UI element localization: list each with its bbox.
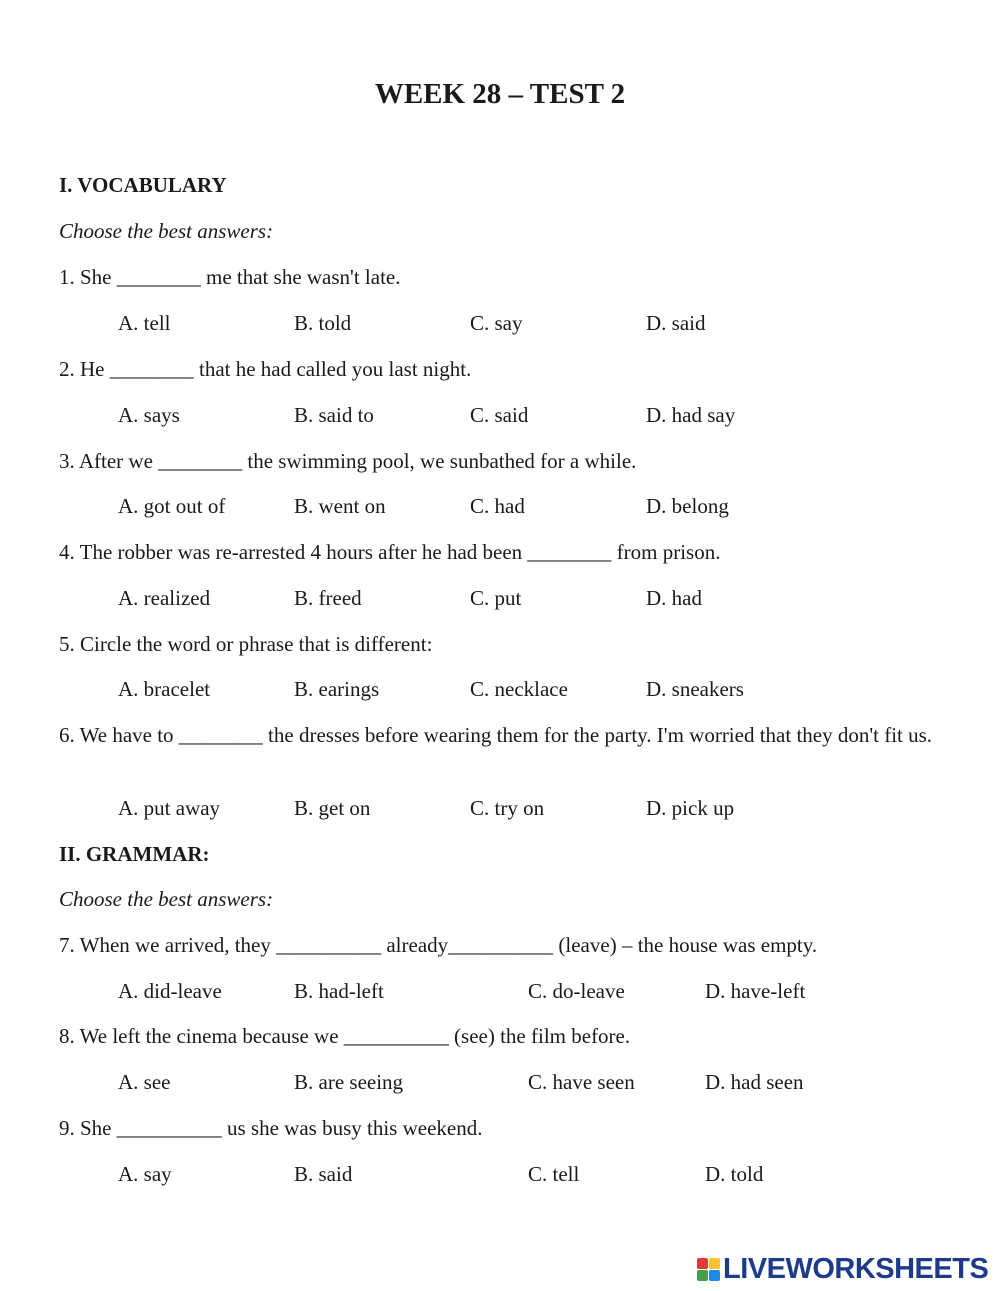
- liveworksheets-logo: [697, 1252, 988, 1286]
- q6-option-c[interactable]: C. try on: [470, 796, 545, 820]
- q2-option-d[interactable]: D. had say: [646, 403, 736, 427]
- q2-option-c[interactable]: C. said: [470, 403, 529, 427]
- q4-option-a[interactable]: A. realized: [118, 586, 211, 610]
- q2-option-a[interactable]: A. says: [118, 403, 180, 427]
- q1-option-b[interactable]: B. told: [294, 311, 352, 335]
- section-vocabulary-heading: I. VOCABULARY: [59, 173, 227, 197]
- q5-option-a[interactable]: A. bracelet: [118, 677, 211, 701]
- q2-option-b[interactable]: B. said to: [294, 403, 374, 427]
- page-title: WEEK 28 – TEST 2: [374, 78, 626, 110]
- q7-option-c[interactable]: C. do-leave: [528, 979, 625, 1003]
- q9-option-c[interactable]: C. tell: [528, 1162, 580, 1186]
- question-6: 6. We have to ________ the dresses before wearing them for the party. I'm worried that they don't fit us.: [59, 723, 933, 747]
- q9-option-a[interactable]: A. say: [118, 1162, 172, 1186]
- question-5: 5. Circle the word or phrase that is different:: [59, 632, 433, 656]
- q8-option-b[interactable]: B. are seeing: [294, 1070, 404, 1094]
- q6-option-b[interactable]: B. get on: [294, 796, 371, 820]
- q6-option-d[interactable]: D. pick up: [646, 796, 735, 820]
- section-grammar-heading: II. GRAMMAR:: [59, 842, 210, 866]
- q7-option-a[interactable]: A. did-leave: [118, 979, 222, 1003]
- q1-option-c[interactable]: C. say: [470, 311, 523, 335]
- question-2: 2. He ________ that he had called you last night.: [59, 357, 472, 381]
- q6-option-a[interactable]: A. put away: [118, 796, 221, 820]
- q5-option-b[interactable]: B. earings: [294, 677, 380, 701]
- liveworksheets-mark-icon: [697, 1258, 720, 1281]
- q5-option-d[interactable]: D. sneakers: [646, 677, 744, 701]
- q5-option-c[interactable]: C. necklace: [470, 677, 568, 701]
- q4-option-d[interactable]: D. had: [646, 586, 702, 610]
- q1-option-a[interactable]: A. tell: [118, 311, 171, 335]
- q7-option-b[interactable]: B. had-left: [294, 979, 384, 1003]
- q7-option-d[interactable]: D. have-left: [705, 979, 806, 1003]
- question-3: 3. After we ________ the swimming pool, we sunbathed for a while.: [59, 449, 637, 473]
- q3-option-d[interactable]: D. belong: [646, 494, 729, 518]
- question-8: 8. We left the cinema because we __________ (see) the film before.: [59, 1024, 631, 1048]
- q8-option-c[interactable]: C. have seen: [528, 1070, 635, 1094]
- q3-option-a[interactable]: A. got out of: [118, 494, 226, 518]
- q9-option-b[interactable]: B. said: [294, 1162, 353, 1186]
- q3-option-b[interactable]: B. went on: [294, 494, 386, 518]
- question-9: 9. She __________ us she was busy this weekend.: [59, 1116, 483, 1140]
- liveworksheets-wordmark: LIVEWORKSHEETS: [723, 1252, 989, 1285]
- q1-option-d[interactable]: D. said: [646, 311, 706, 335]
- question-4: 4. The robber was re-arrested 4 hours after he had been ________ from prison.: [59, 540, 721, 564]
- question-7: 7. When we arrived, they __________ already__________ (leave) – the house was empty.: [59, 933, 818, 957]
- q8-option-d[interactable]: D. had seen: [705, 1070, 804, 1094]
- section-vocabulary-instruction: Choose the best answers:: [59, 219, 274, 243]
- section-grammar-instruction: Choose the best answers:: [59, 887, 274, 911]
- q8-option-a[interactable]: A. see: [118, 1070, 171, 1094]
- question-1: 1. She ________ me that she wasn't late.: [59, 265, 401, 289]
- q4-option-b[interactable]: B. freed: [294, 586, 362, 610]
- q3-option-c[interactable]: C. had: [470, 494, 525, 518]
- q9-option-d[interactable]: D. told: [705, 1162, 764, 1186]
- q4-option-c[interactable]: C. put: [470, 586, 522, 610]
